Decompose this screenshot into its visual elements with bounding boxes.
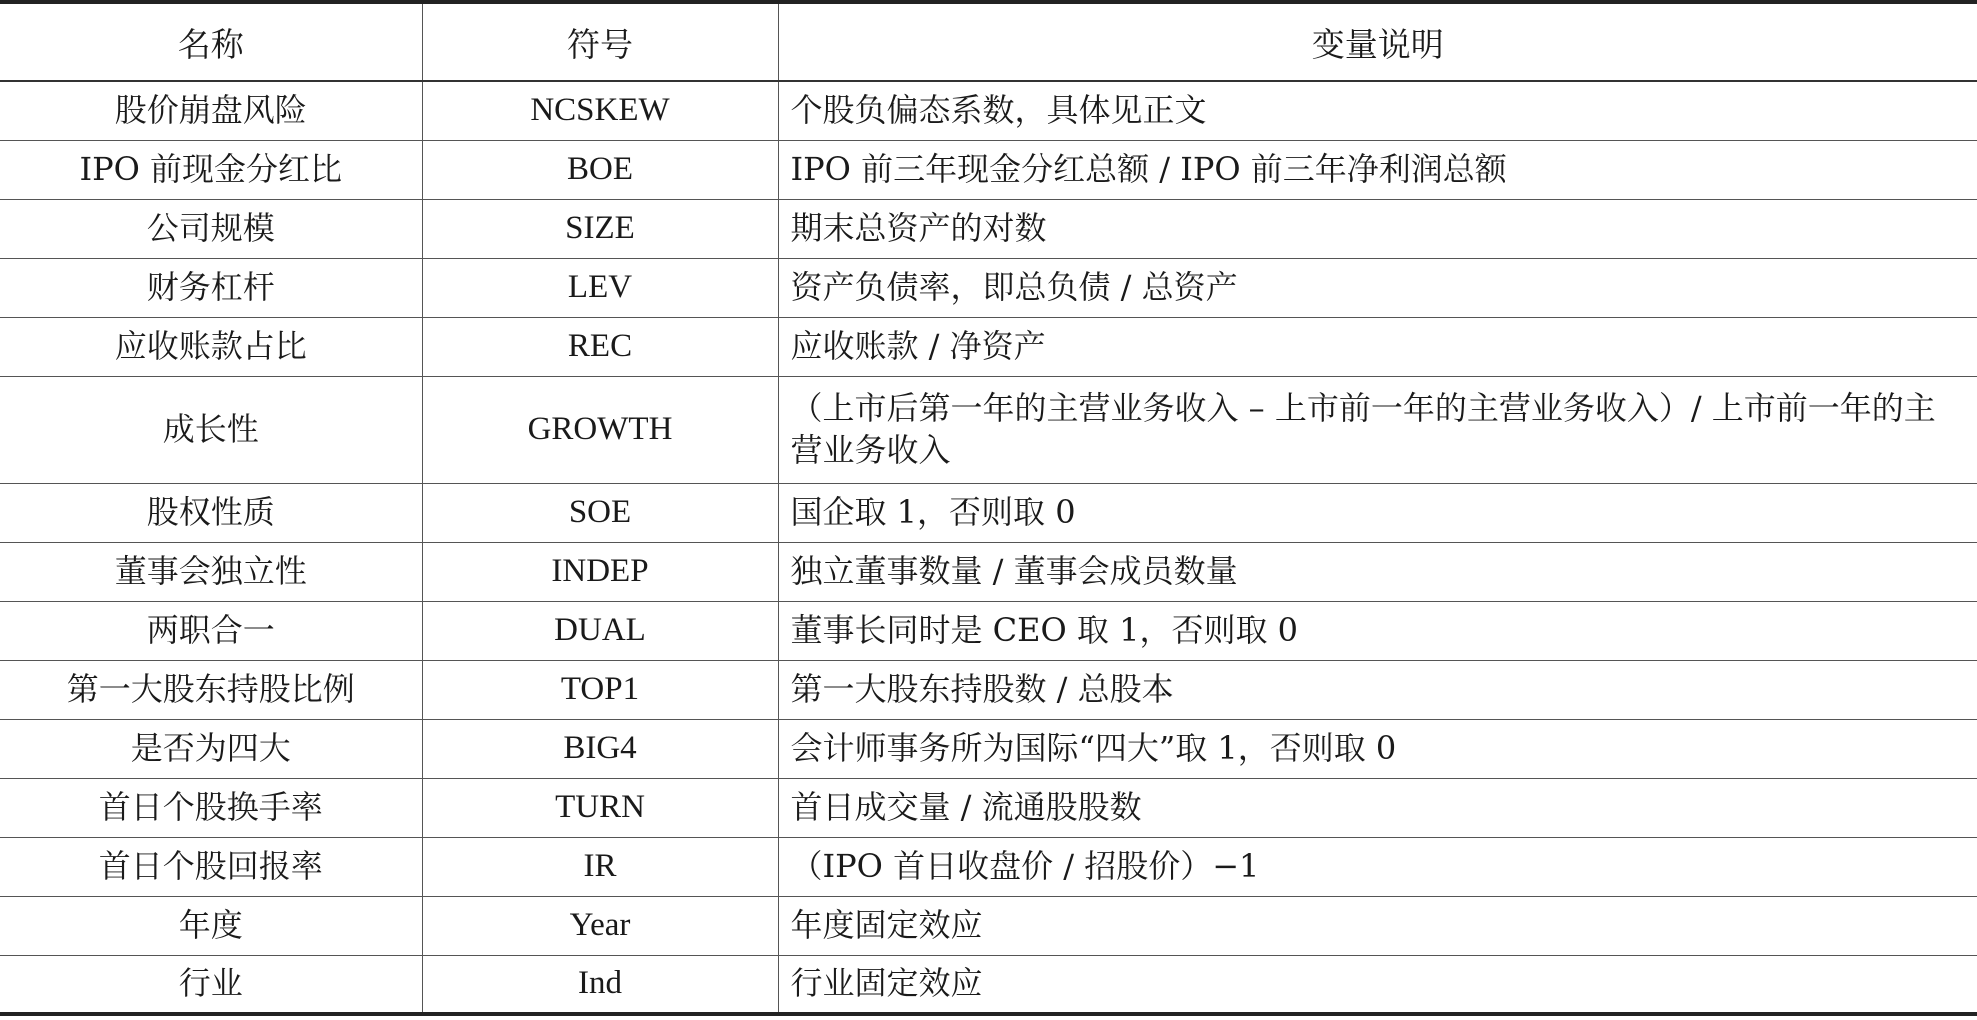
cell-name: 成长性	[0, 376, 422, 483]
cell-description: 应收账款 / 净资产	[778, 317, 1977, 376]
cell-symbol: TURN	[422, 778, 778, 837]
table-row	[0, 778, 1977, 837]
header-row	[0, 2, 1977, 81]
cell-symbol: BIG4	[422, 719, 778, 778]
table-row	[0, 258, 1977, 317]
table-row	[0, 376, 1977, 483]
cell-symbol: IR	[422, 837, 778, 896]
cell-description: 董事长同时是 CEO 取 1，否则取 0	[778, 601, 1977, 660]
table-row	[0, 955, 1977, 1014]
cell-description: 国企取 1，否则取 0	[778, 483, 1977, 542]
header-description: 变量说明	[778, 2, 1977, 81]
cell-name: 第一大股东持股比例	[0, 660, 422, 719]
header-symbol: 符号	[422, 2, 778, 81]
table-row	[0, 837, 1977, 896]
cell-description: 期末总资产的对数	[778, 199, 1977, 258]
cell-name: 行业	[0, 955, 422, 1014]
cell-name: 首日个股换手率	[0, 778, 422, 837]
cell-description: 资产负债率，即总负债 / 总资产	[778, 258, 1977, 317]
cell-symbol: REC	[422, 317, 778, 376]
table-row	[0, 199, 1977, 258]
cell-name: 是否为四大	[0, 719, 422, 778]
cell-description: IPO 前三年现金分红总额 / IPO 前三年净利润总额	[778, 140, 1977, 199]
cell-description: （IPO 首日收盘价 / 招股价）−1	[778, 837, 1977, 896]
cell-name: 应收账款占比	[0, 317, 422, 376]
cell-name: 两职合一	[0, 601, 422, 660]
cell-name: 董事会独立性	[0, 542, 422, 601]
cell-description: （上市后第一年的主营业务收入 – 上市前一年的主营业务收入）/ 上市前一年的主营业务收入	[778, 376, 1977, 483]
cell-name: IPO 前现金分红比	[0, 140, 422, 199]
table-row	[0, 601, 1977, 660]
cell-symbol: INDEP	[422, 542, 778, 601]
cell-symbol: Ind	[422, 955, 778, 1014]
cell-symbol: Year	[422, 896, 778, 955]
cell-symbol: LEV	[422, 258, 778, 317]
cell-symbol: SOE	[422, 483, 778, 542]
table-header	[0, 2, 1977, 81]
cell-symbol: GROWTH	[422, 376, 778, 483]
cell-symbol: TOP1	[422, 660, 778, 719]
table-row	[0, 140, 1977, 199]
cell-symbol: SIZE	[422, 199, 778, 258]
cell-description: 年度固定效应	[778, 896, 1977, 955]
cell-description: 行业固定效应	[778, 955, 1977, 1014]
cell-description: 个股负偏态系数，具体见正文	[778, 81, 1977, 140]
cell-symbol: BOE	[422, 140, 778, 199]
cell-name: 年度	[0, 896, 422, 955]
table-body	[0, 81, 1977, 1014]
cell-name: 股权性质	[0, 483, 422, 542]
cell-name: 首日个股回报率	[0, 837, 422, 896]
cell-description: 会计师事务所为国际“四大”取 1，否则取 0	[778, 719, 1977, 778]
cell-symbol: DUAL	[422, 601, 778, 660]
table-row	[0, 483, 1977, 542]
table-row	[0, 317, 1977, 376]
cell-name: 股价崩盘风险	[0, 81, 422, 140]
table-row	[0, 542, 1977, 601]
cell-description: 第一大股东持股数 / 总股本	[778, 660, 1977, 719]
table-row	[0, 719, 1977, 778]
cell-name: 财务杠杆	[0, 258, 422, 317]
table-row	[0, 81, 1977, 140]
table-row	[0, 660, 1977, 719]
table-row	[0, 896, 1977, 955]
cell-symbol: NCSKEW	[422, 81, 778, 140]
cell-description: 首日成交量 / 流通股股数	[778, 778, 1977, 837]
cell-description: 独立董事数量 / 董事会成员数量	[778, 542, 1977, 601]
header-name: 名称	[0, 2, 422, 81]
cell-name: 公司规模	[0, 199, 422, 258]
